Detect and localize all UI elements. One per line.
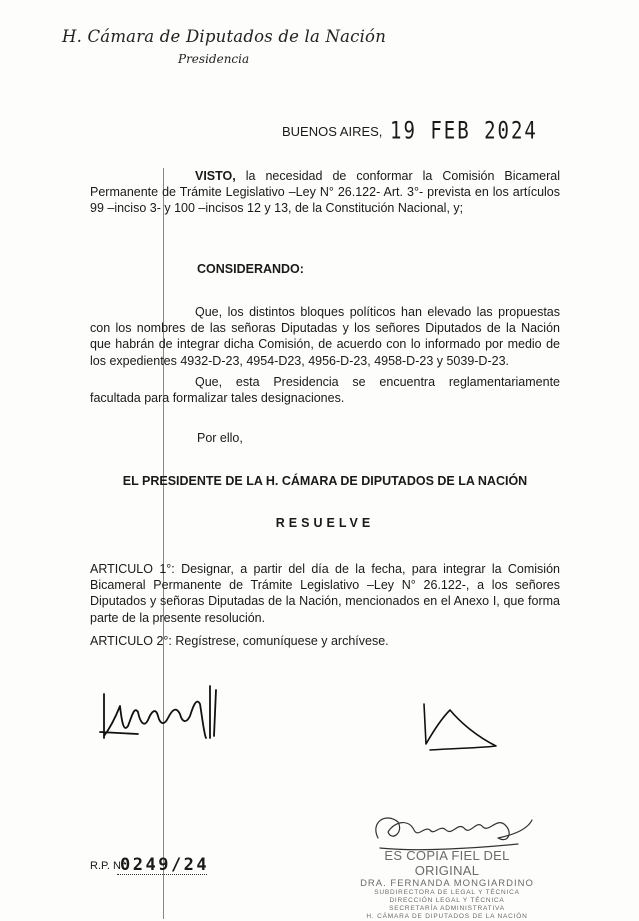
considerando-paragraph-1: Que, los distintos bloques políticos han elevado las propuestas con los nombres de las señoras Diputadas y los señores Diputados de la Nación que habrán de integrar dicha Comisión, de acuerdo con lo informado por medio de los expedientes 4932-D-23, 4954-D23, 4956-D-23, 4958-D-23 y 5039-D-23. <box>90 305 560 368</box>
visto-text: la necesidad de conformar la Comisión Bicameral Permanente de Trámite Legislativo –Ley N° 26.122- Art. 3°- prevista en los artículos 99 –inciso 3- y 100 –incisos 12 y 13, de la Constitución Nacional, y; <box>90 169 560 216</box>
resuelve-heading: RESUELVE <box>275 516 375 530</box>
dateline-place: BUENOS AIRES, <box>282 124 383 139</box>
authority-heading: EL PRESIDENTE DE LA H. CÁMARA DE DIPUTADOS DE LA NACIÓN <box>122 474 528 488</box>
dateline-date-stamp: 19 FEB 2024 <box>390 117 538 145</box>
letterhead-title: H. Cámara de Diputados de la Nación <box>62 27 387 46</box>
registry-label: R.P. N° <box>90 860 126 872</box>
stamp-line-secretariat: SECRETARÍA ADMINISTRATIVA <box>389 905 505 912</box>
visto-label: VISTO, <box>195 169 236 183</box>
stamp-line-name: DRA. FERNANDA MONGIARDINO <box>360 878 534 889</box>
stamp-line-direction: DIRECCIÓN LEGAL Y TÉCNICA <box>389 897 505 904</box>
certification-stamp <box>352 848 542 921</box>
por-ello: Por ello, <box>197 431 243 445</box>
registry-dotted-line <box>117 874 207 875</box>
signature-left <box>98 676 228 746</box>
considerando-paragraph-2: Que, esta Presidencia se encuentra reglamentariamente facultada para formalizar tales designaciones. <box>90 375 560 406</box>
stamp-line-copy: ES COPIA FIEL DEL ORIGINAL <box>384 848 510 878</box>
stamp-line-chamber: H. CÁMARA DE DIPUTADOS DE LA NACIÓN <box>366 913 528 920</box>
signature-right <box>420 700 510 756</box>
article-1: ARTICULO 1°: Designar, a partir del día de la fecha, para integrar la Comisión Bicameral Permanente de Trámite Legislativo –Ley N° 26.122-, a los señores Diputados y señoras Diputadas de la Nación, mencionados en el Anexo I, que forma parte de la presente resolución. <box>90 562 560 625</box>
visto-paragraph <box>90 168 560 217</box>
margin-rule <box>163 168 164 919</box>
article-2: ARTICULO 2°: Regístrese, comuníquese y archívese. <box>90 634 389 648</box>
letterhead-subtitle: Presidencia <box>178 52 250 66</box>
stamp-line-title: SUBDIRECTORA DE LEGAL Y TÉCNICA <box>374 889 520 896</box>
considerando-heading: CONSIDERANDO: <box>197 262 304 276</box>
registry-number: 0249/24 <box>120 855 210 875</box>
